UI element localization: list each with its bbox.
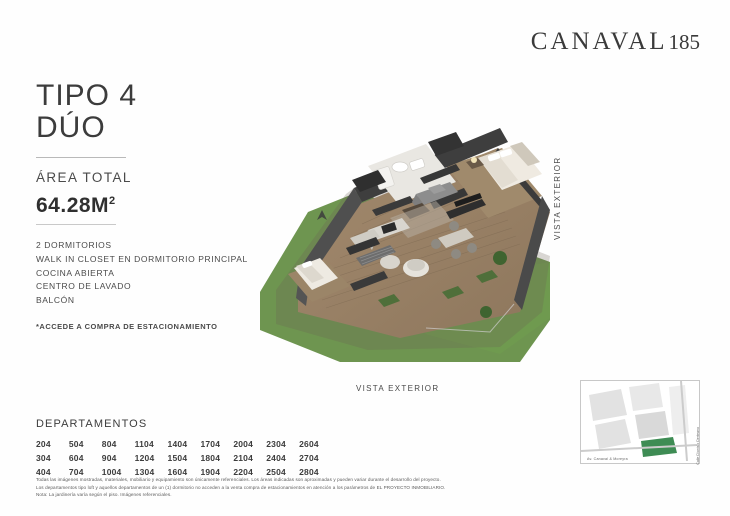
vista-exterior-right-label: VISTA EXTERIOR xyxy=(553,156,562,240)
apartment-number: 1004 xyxy=(101,467,122,477)
divider xyxy=(36,157,126,158)
apartment-number: 2004 xyxy=(233,439,254,449)
feature-list xyxy=(36,239,286,308)
location-key-map xyxy=(580,380,700,464)
feature-item: 2 DORMITORIOS xyxy=(36,240,112,250)
area-label: ÁREA TOTAL xyxy=(36,170,132,185)
apartment-number: 1504 xyxy=(167,453,188,463)
area-number: 64.28M xyxy=(36,194,110,217)
apartment-number: 1104 xyxy=(134,439,154,449)
area-unit-exponent: 2 xyxy=(109,195,116,207)
apartment-number: 1604 xyxy=(167,467,188,477)
key-map-street-bottom: Av. Canaval & Moreyra xyxy=(587,457,628,461)
parking-note: *ACCEDE A COMPRA DE ESTACIONAMIENTO xyxy=(36,321,218,331)
apartment-number: 2804 xyxy=(299,467,319,477)
apartment-number: 2504 xyxy=(266,467,286,477)
apartment-number: 1304 xyxy=(134,467,155,477)
brand-number: 185 xyxy=(668,30,700,54)
feature-item: COCINA ABIERTA xyxy=(36,267,115,278)
apartment-number: 1904 xyxy=(200,467,221,477)
brand-name: CANAVAL xyxy=(530,28,668,55)
apartment-number: 2104 xyxy=(233,453,254,463)
apartment-number: 1404 xyxy=(167,439,188,449)
vista-exterior-bottom-label: VISTA EXTERIOR xyxy=(356,384,440,393)
apartment-number: 2604 xyxy=(299,439,319,449)
apartment-number: 1704 xyxy=(200,439,221,449)
apartment-number: 404 xyxy=(36,467,51,477)
apartment-number: 2704 xyxy=(299,453,319,463)
apartment-number: 604 xyxy=(68,453,84,463)
apartment-number: 1804 xyxy=(200,453,221,463)
unit-type-line-2: DÚO xyxy=(36,110,106,144)
apartment-number: 304 xyxy=(36,453,51,463)
apartment-number: 504 xyxy=(68,439,84,449)
legal-line: Nota: La jardinería varía según el piso. Imágenes referenciales. xyxy=(36,491,172,497)
apartment-numbers-section xyxy=(36,418,336,477)
legal-line: Todas las imágenes mostradas, materiales, mobiliario y equipamiento son únicamente referenciales. Los áreas indicadas son aproximadas y pueden variar durante el desarrollo del proyecto. xyxy=(36,477,441,483)
key-map-street-right: Calle Dionisio Derteano xyxy=(696,427,700,465)
apartment-number: 904 xyxy=(101,453,117,463)
apartment-number: 2404 xyxy=(266,453,286,463)
key-map-svg xyxy=(581,381,697,461)
floor-plan-render xyxy=(250,62,580,382)
apartment-number: 804 xyxy=(101,439,117,449)
apartment-numbers-title: DEPARTAMENTOS xyxy=(36,418,148,430)
feature-item: CENTRO DE LAVADO xyxy=(36,281,132,292)
apartment-number: 1204 xyxy=(134,453,155,463)
brand-logo xyxy=(531,28,700,56)
unit-info-block xyxy=(36,80,286,331)
legal-line: Los departamentos tipo loft y aquellos departamentos de un (1) dormitorio no acceden a la venta compra de estacionamientos en atención a los parámetros de EL PROYECTO INMOBILIARIO. xyxy=(36,484,446,490)
unit-type-line-1: TIPO 4 xyxy=(36,79,138,112)
feature-item: BALCÓN xyxy=(36,295,75,306)
apartment-number: 2204 xyxy=(233,467,254,477)
apartment-numbers-grid xyxy=(36,439,332,477)
area-value xyxy=(36,194,116,225)
feature-item: WALK IN CLOSET EN DORMITORIO PRINCIPAL xyxy=(36,253,248,264)
apartment-number: 204 xyxy=(36,439,51,449)
apartment-number: 704 xyxy=(68,467,84,477)
floor-plan-svg xyxy=(250,62,580,382)
legal-disclaimer xyxy=(36,476,556,498)
apartment-number: 2304 xyxy=(266,439,286,449)
